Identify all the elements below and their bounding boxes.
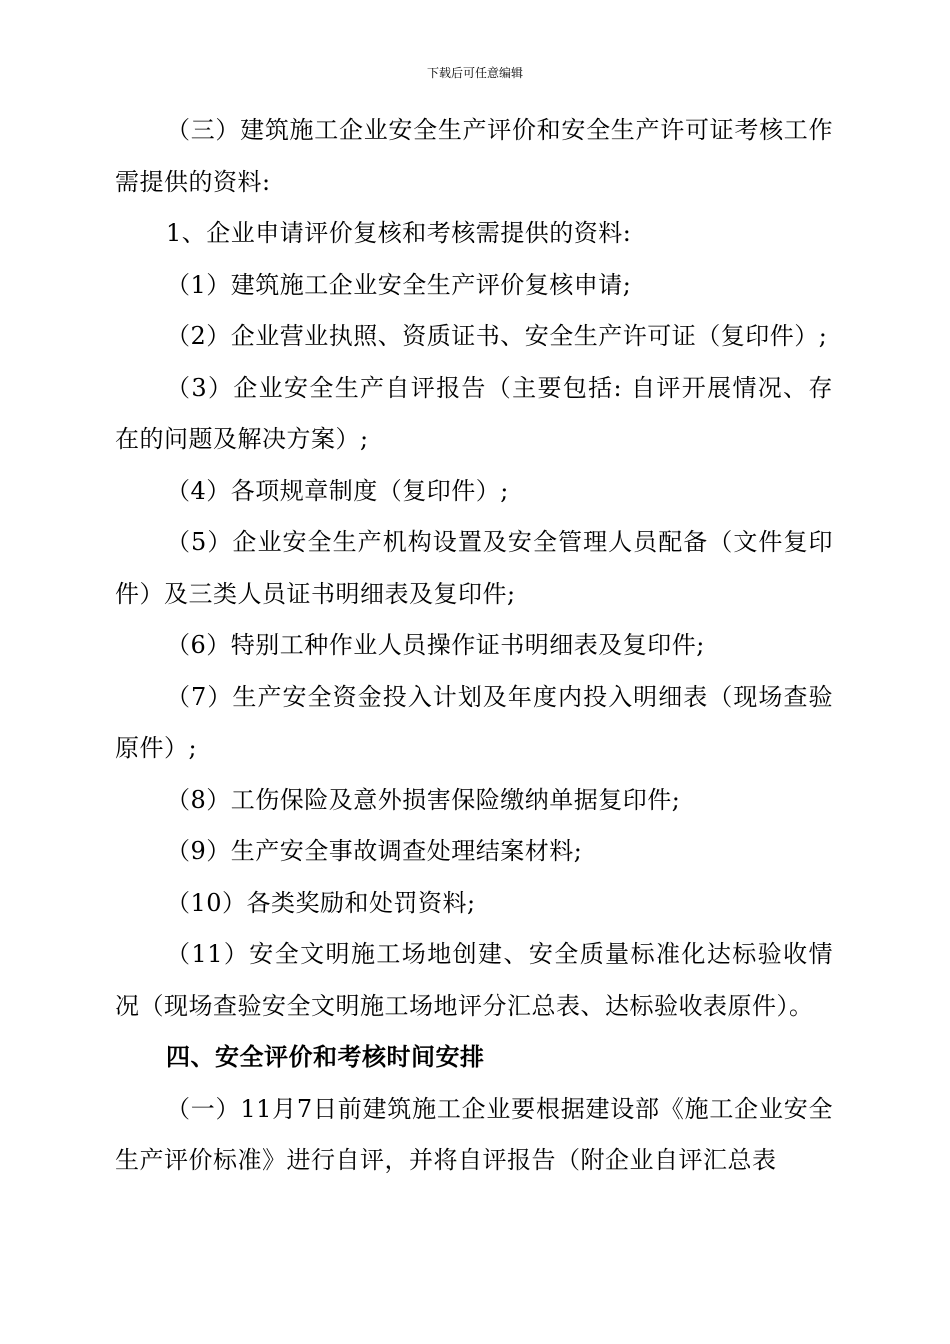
page-header: 下载后可任意编辑 xyxy=(426,66,523,80)
paragraph-subitem-9: （9）生产安全事故调查处理结案材料; xyxy=(166,837,583,865)
paragraph-subitem-10: （10）各类奖励和处罚资料; xyxy=(166,888,476,917)
document-body xyxy=(115,105,833,1187)
paragraph-subitem-4: （4）各项规章制度（复印件）; xyxy=(166,476,509,505)
paragraph-subitem-11: （11）安全文明施工场地创建、安全质量标准化达标验收情况（现场查验安全文明施工场地评分汇总表、达标验收表原件）。 xyxy=(115,940,833,1020)
paragraph-subitem-1: （1）建筑施工企业安全生产评价复核申请; xyxy=(166,270,632,299)
section-heading-4: 四、安全评价和考核时间安排 xyxy=(166,1043,485,1071)
paragraph-item-1: 1、企业申请评价复核和考核需提供的资料: xyxy=(166,219,632,247)
paragraph-subitem-8: （8）工伤保险及意外损害保险缴纳单据复印件; xyxy=(166,785,681,814)
paragraph-schedule-1: （一）11月7日前建筑施工企业要根据建设部《施工企业安全生产评价标准》进行自评，并将自评报告（附企业自评汇总表 xyxy=(115,1094,833,1174)
paragraph-subitem-5: （5）企业安全生产机构设置及安全管理人员配备（文件复印件）及三类人员证书明细表及复印件; xyxy=(115,528,833,608)
paragraph-subitem-7: （7）生产安全资金投入计划及年度内投入明细表（现场查验原件）; xyxy=(115,682,833,762)
paragraph-subitem-2: （2）企业营业执照、资质证书、安全生产许可证（复印件）; xyxy=(166,322,828,350)
paragraph-subitem-3: （3）企业安全生产自评报告（主要包括: 自评开展情况、存在的问题及解决方案）; xyxy=(115,373,833,453)
paragraph-subitem-6: （6）特别工种作业人员操作证书明细表及复印件; xyxy=(166,631,705,659)
paragraph-section-3-title: （三）建筑施工企业安全生产评价和安全生产许可证考核工作需提供的资料: xyxy=(115,116,833,196)
